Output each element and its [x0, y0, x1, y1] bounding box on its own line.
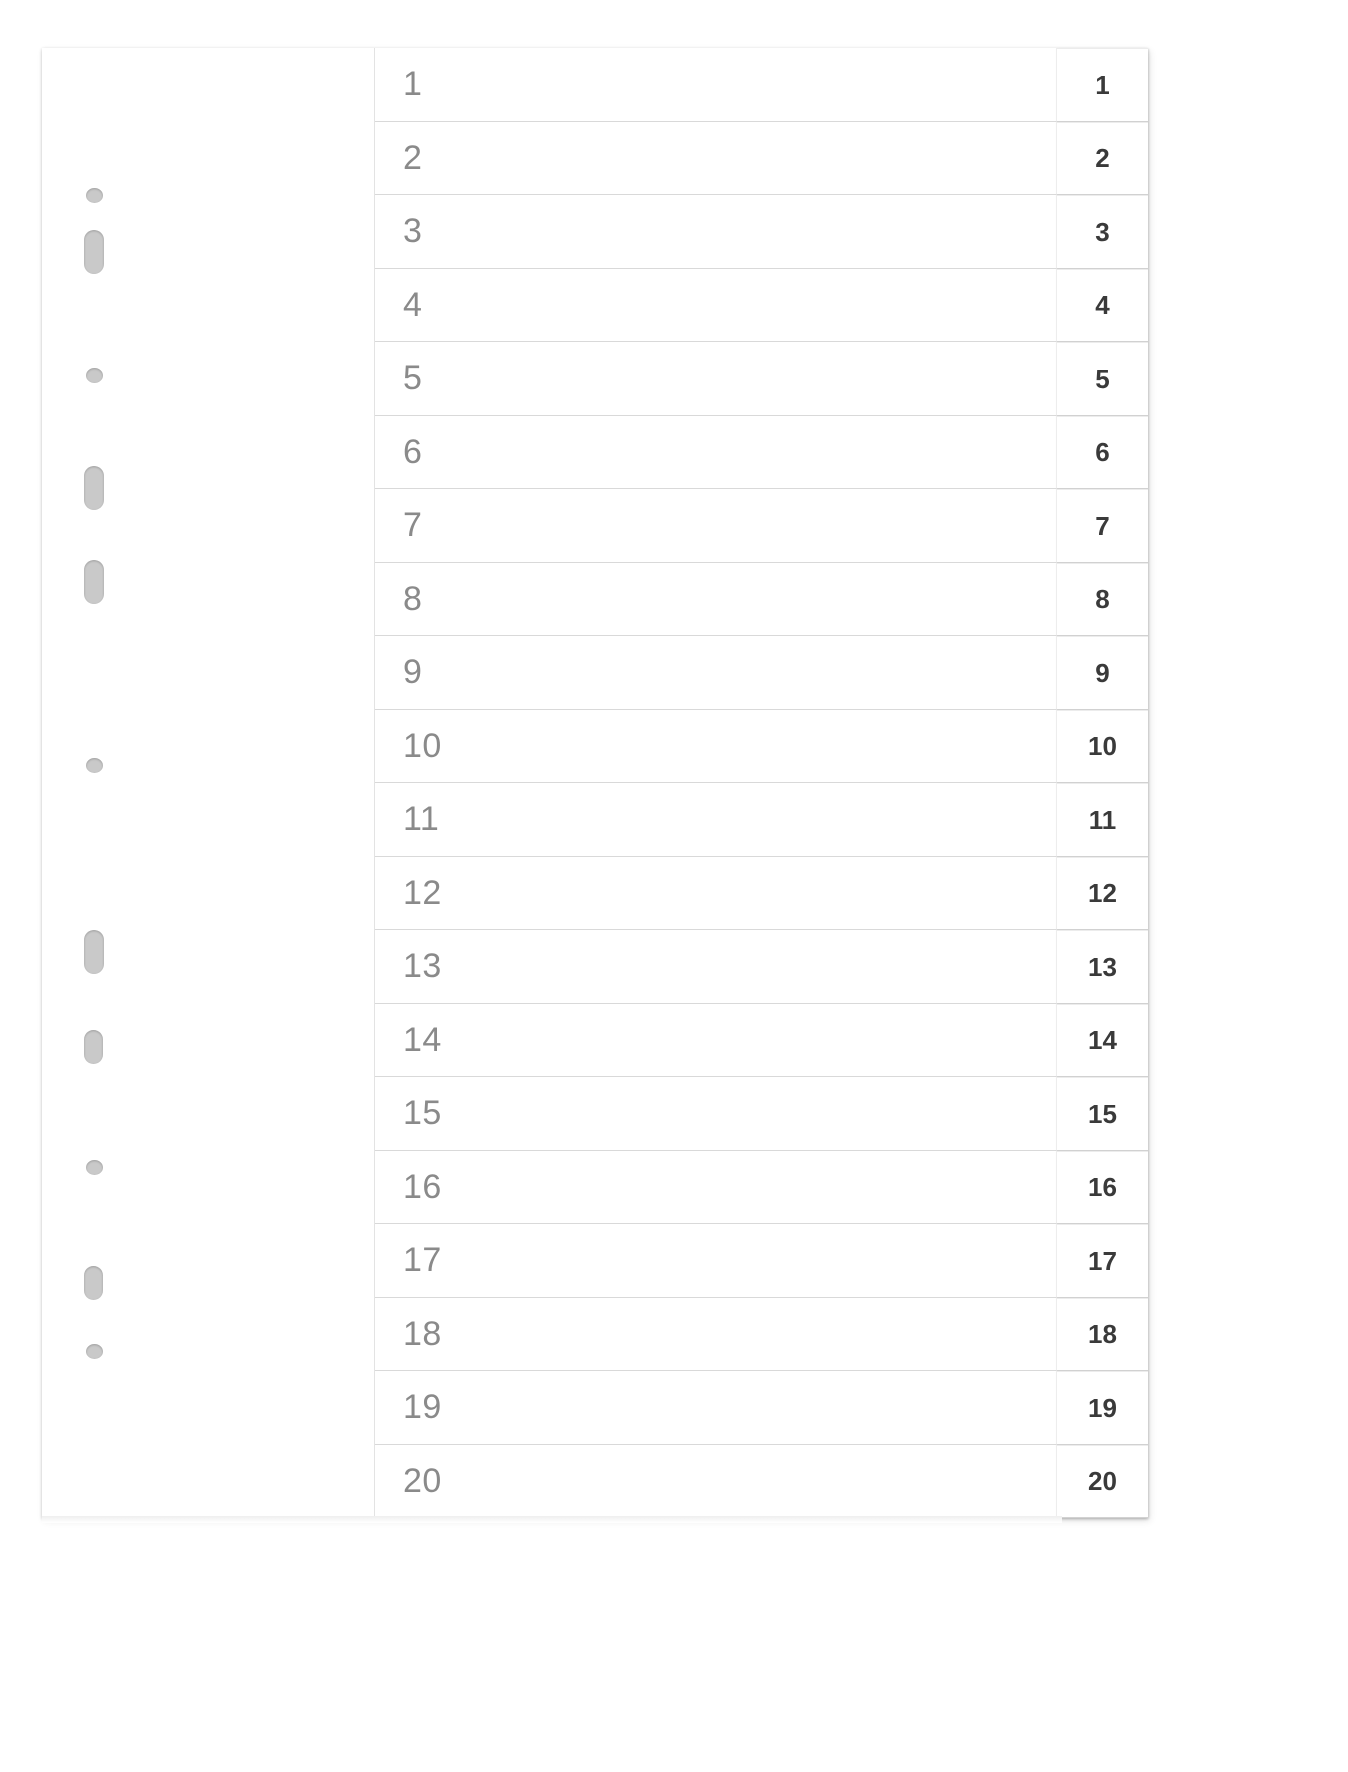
- row-number-label: 1: [403, 65, 423, 104]
- index-tab[interactable]: [1056, 710, 1148, 784]
- divider-row: [375, 563, 1056, 637]
- tab-number-label: 13: [1088, 951, 1117, 982]
- divider-row: [375, 48, 1056, 122]
- divider-row: [375, 710, 1056, 784]
- divider-row: [375, 269, 1056, 343]
- index-tab[interactable]: [1056, 1004, 1148, 1078]
- index-tab[interactable]: [1056, 48, 1148, 122]
- tab-number-label: 5: [1095, 363, 1110, 394]
- tab-number-label: 4: [1095, 290, 1110, 321]
- ruled-rows-area: [375, 48, 1056, 1518]
- tab-number-label: 14: [1088, 1025, 1117, 1056]
- divider-row: [375, 1371, 1056, 1445]
- index-tab[interactable]: [1056, 342, 1148, 416]
- index-tab[interactable]: [1056, 1371, 1148, 1445]
- punch-hole-icon: [84, 230, 104, 274]
- tab-number-label: 8: [1095, 584, 1110, 615]
- tab-number-label: 16: [1088, 1172, 1117, 1203]
- row-number-label: 6: [403, 432, 423, 471]
- divider-row: [375, 1077, 1056, 1151]
- tab-number-label: 2: [1095, 143, 1110, 174]
- row-number-label: 10: [403, 726, 442, 765]
- row-number-label: 14: [403, 1020, 442, 1059]
- index-tab[interactable]: [1056, 1298, 1148, 1372]
- row-number-label: 2: [403, 138, 423, 177]
- index-tab[interactable]: [1056, 857, 1148, 931]
- divider-row: [375, 416, 1056, 490]
- row-number-label: 18: [403, 1314, 442, 1353]
- punch-hole-icon: [86, 188, 103, 203]
- index-tab[interactable]: [1056, 416, 1148, 490]
- row-number-label: 19: [403, 1388, 442, 1427]
- row-number-label: 17: [403, 1241, 442, 1280]
- punch-hole-icon: [86, 1160, 103, 1175]
- index-tab[interactable]: [1056, 122, 1148, 196]
- index-tab[interactable]: [1056, 489, 1148, 563]
- index-tab[interactable]: [1056, 195, 1148, 269]
- index-tab[interactable]: [1056, 930, 1148, 1004]
- divider-row: [375, 783, 1056, 857]
- punch-hole-icon: [84, 1266, 103, 1300]
- index-tab[interactable]: [1056, 783, 1148, 857]
- divider-row: [375, 1151, 1056, 1225]
- row-number-label: 4: [403, 285, 423, 324]
- divider-row: [375, 857, 1056, 931]
- divider-row: [375, 1224, 1056, 1298]
- divider-row: [375, 1298, 1056, 1372]
- punch-hole-icon: [84, 1030, 103, 1064]
- tab-number-label: 12: [1088, 878, 1117, 909]
- punch-hole-icon: [84, 930, 104, 974]
- divider-row: [375, 1004, 1056, 1078]
- divider-row: [375, 636, 1056, 710]
- index-divider-sheet: [42, 48, 1148, 1518]
- row-number-label: 8: [403, 579, 423, 618]
- divider-row: [375, 930, 1056, 1004]
- tab-number-label: 11: [1088, 804, 1117, 835]
- index-tab[interactable]: [1056, 1151, 1148, 1225]
- divider-row: [375, 489, 1056, 563]
- index-tab[interactable]: [1056, 1077, 1148, 1151]
- punch-hole-icon: [86, 368, 103, 383]
- index-tab[interactable]: [1056, 636, 1148, 710]
- tab-strip: [1056, 48, 1148, 1518]
- row-number-label: 20: [403, 1462, 442, 1501]
- row-number-label: 9: [403, 653, 423, 692]
- row-number-label: 15: [403, 1094, 442, 1133]
- tab-number-label: 19: [1088, 1392, 1117, 1423]
- index-tab[interactable]: [1056, 563, 1148, 637]
- index-tab[interactable]: [1056, 1445, 1148, 1519]
- punch-hole-icon: [84, 466, 104, 510]
- punch-hole-icon: [86, 1344, 103, 1359]
- divider-row: [375, 342, 1056, 416]
- index-tab[interactable]: [1056, 1224, 1148, 1298]
- row-number-label: 13: [403, 947, 442, 986]
- tab-number-label: 6: [1095, 437, 1110, 468]
- tab-number-label: 1: [1095, 69, 1110, 100]
- row-number-label: 5: [403, 359, 423, 398]
- punch-hole-icon: [86, 758, 103, 773]
- tab-number-label: 17: [1088, 1245, 1117, 1276]
- index-tab[interactable]: [1056, 269, 1148, 343]
- cover-sheet-panel: [42, 48, 375, 1518]
- tab-number-label: 9: [1095, 657, 1110, 688]
- tab-number-label: 7: [1095, 510, 1110, 541]
- tab-number-label: 10: [1088, 731, 1117, 762]
- tab-number-label: 3: [1095, 216, 1110, 247]
- tab-number-label: 20: [1088, 1466, 1117, 1497]
- divider-row: [375, 195, 1056, 269]
- row-number-label: 11: [403, 800, 440, 839]
- row-number-label: 12: [403, 873, 442, 912]
- punch-hole-column: [78, 48, 118, 1518]
- tab-number-label: 15: [1088, 1098, 1117, 1129]
- row-number-label: 16: [403, 1167, 442, 1206]
- row-number-label: 7: [403, 506, 423, 545]
- tab-number-label: 18: [1088, 1319, 1117, 1350]
- punch-hole-icon: [84, 560, 104, 604]
- sheet-stack-edge: [42, 1516, 1062, 1523]
- row-number-label: 3: [403, 212, 423, 251]
- divider-row: [375, 1445, 1056, 1519]
- divider-row: [375, 122, 1056, 196]
